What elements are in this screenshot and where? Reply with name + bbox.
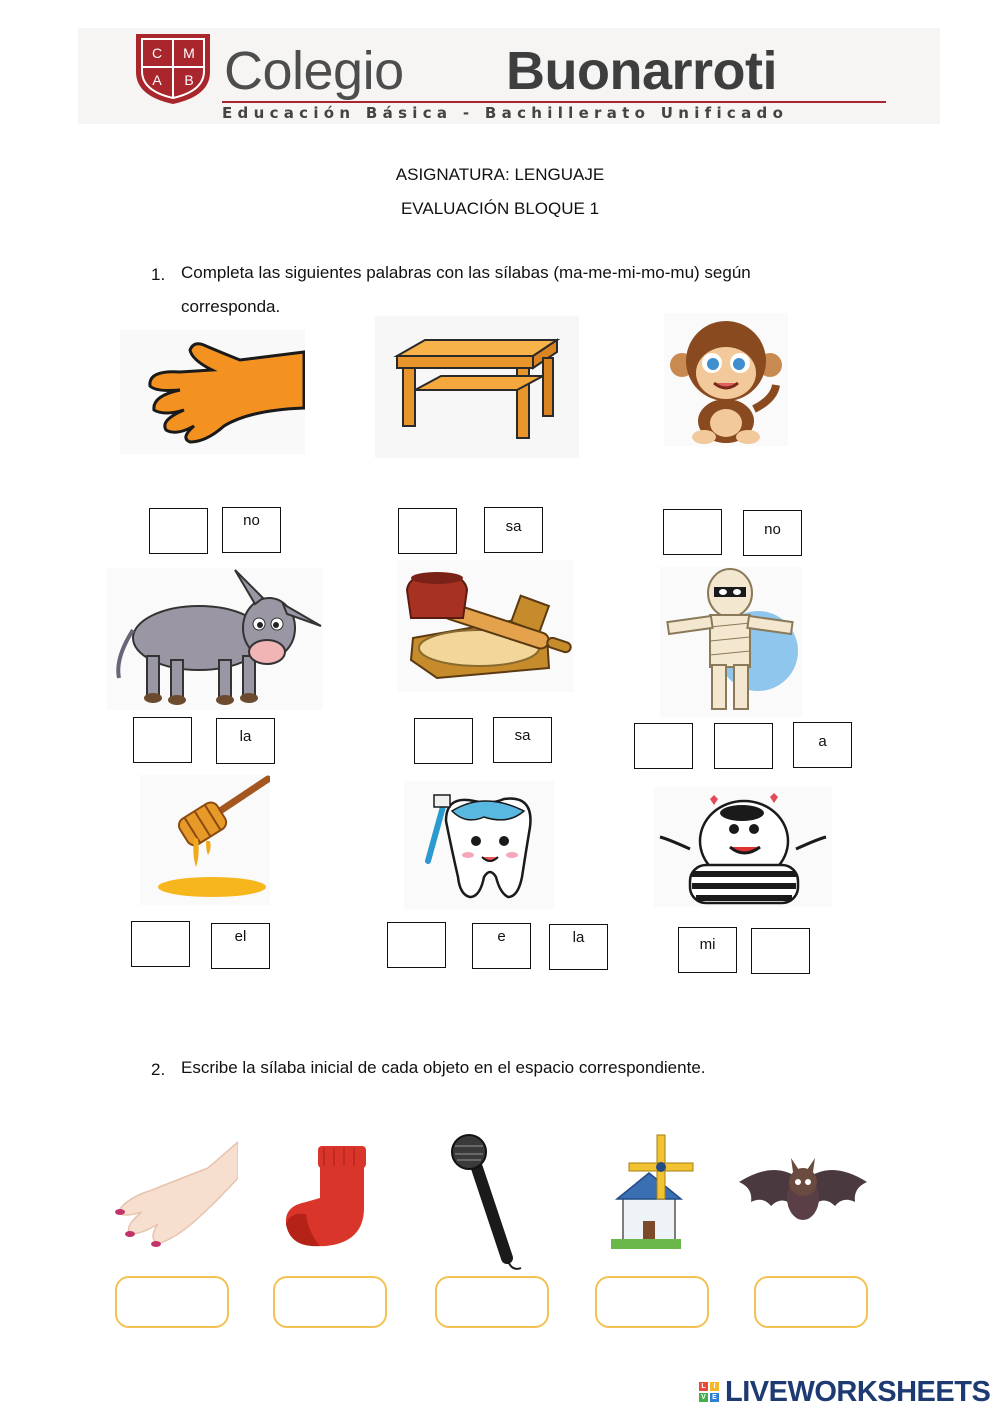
- evaluation-title: EVALUACIÓN BLOQUE 1: [400, 199, 600, 218]
- shield-letter-c: C: [151, 45, 163, 61]
- table-image: [375, 316, 579, 458]
- brand-tagline: Educación Básica - Bachillerato Unificado: [222, 104, 789, 122]
- q1-item8-box1[interactable]: [387, 922, 446, 968]
- honey-image: [140, 775, 270, 905]
- q1-item1-box1[interactable]: [149, 508, 208, 554]
- mime-image: [654, 787, 832, 907]
- school-shield-icon: [132, 30, 214, 106]
- lw-tile-v: V: [699, 1393, 708, 1402]
- q2-answer-hand[interactable]: [115, 1276, 229, 1328]
- q2-answer-sock[interactable]: [273, 1276, 387, 1328]
- question-2-number: 2.: [151, 1060, 166, 1079]
- q1-item9-box1[interactable]: mi: [678, 927, 737, 973]
- question-2-text: Escribe la sílaba inicial de cada objeto en el espacio correspondiente.: [181, 1058, 706, 1077]
- q1-item7-box2[interactable]: el: [211, 923, 270, 969]
- shield-letter-b: B: [184, 72, 194, 88]
- microphone-icon: [445, 1132, 525, 1278]
- lw-tile-i: I: [710, 1382, 719, 1391]
- q2-answer-windmill[interactable]: [595, 1276, 709, 1328]
- q1-item5-box1[interactable]: [414, 718, 473, 764]
- subject-title: ASIGNATURA: LENGUAJE: [395, 165, 605, 184]
- q1-item3-box2[interactable]: no: [743, 510, 802, 556]
- q1-item6-box3[interactable]: a: [793, 722, 852, 768]
- q1-item5-box2[interactable]: sa: [493, 717, 552, 763]
- q1-item2-box2[interactable]: sa: [484, 507, 543, 553]
- dough-image: [397, 560, 573, 692]
- q1-item1-box2[interactable]: no: [222, 507, 281, 553]
- lw-tile-l: L: [699, 1382, 708, 1391]
- q1-item8-box2[interactable]: e: [472, 923, 531, 969]
- brand-divider: [222, 101, 886, 103]
- q1-item3-box1[interactable]: [663, 509, 722, 555]
- bat-icon: [737, 1152, 869, 1232]
- sock-icon: [280, 1142, 376, 1252]
- hand-icon: [112, 1138, 238, 1250]
- shield-letter-a: A: [152, 72, 162, 88]
- q1-item4-box2[interactable]: la: [216, 718, 275, 764]
- molar-image: [404, 781, 554, 909]
- q1-item7-box1[interactable]: [131, 921, 190, 967]
- q1-item6-box2[interactable]: [714, 723, 773, 769]
- q1-item8-box3[interactable]: la: [549, 924, 608, 970]
- mummy-image: [660, 567, 802, 717]
- q2-answer-bat[interactable]: [754, 1276, 868, 1328]
- q1-item4-box1[interactable]: [133, 717, 192, 763]
- donkey-image: [107, 568, 323, 710]
- hand-image: [120, 330, 305, 454]
- shield-letter-m: M: [183, 45, 195, 61]
- q1-item2-box1[interactable]: [398, 508, 457, 554]
- q1-item9-box2[interactable]: [751, 928, 810, 974]
- question-1-line-2: corresponda.: [181, 297, 281, 316]
- monkey-image: [664, 313, 788, 446]
- liveworksheets-brand[interactable]: LIVEWORKSHEETS: [725, 1376, 991, 1408]
- brand-first-word: Colegio: [224, 41, 404, 101]
- lw-tile-e: E: [710, 1393, 719, 1402]
- windmill-icon: [603, 1133, 701, 1253]
- question-1-line-1: Completa las siguientes palabras con las sílabas (ma-me-mi-mo-mu) según: [181, 263, 751, 282]
- brand-second-word: Buonarroti: [506, 41, 777, 101]
- q1-item6-box1[interactable]: [634, 723, 693, 769]
- q2-answer-microphone[interactable]: [435, 1276, 549, 1328]
- question-1-number: 1.: [151, 265, 166, 284]
